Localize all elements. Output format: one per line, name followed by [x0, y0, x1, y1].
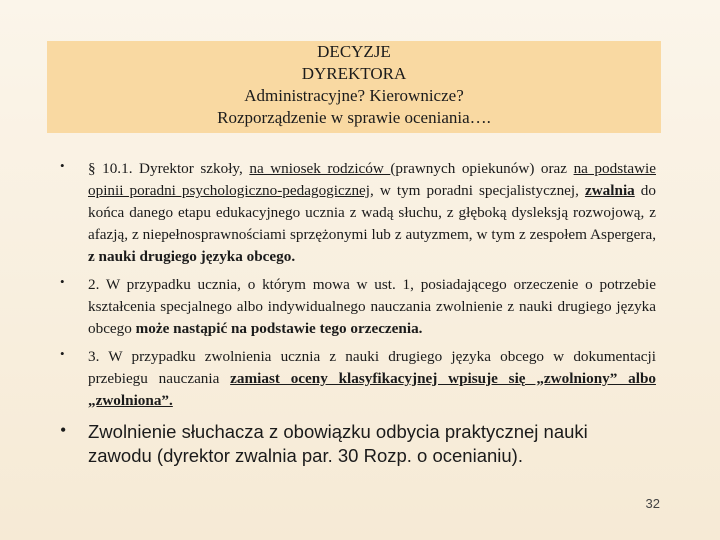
page-number: 32	[645, 496, 660, 511]
title-line-2: DYREKTORA	[301, 64, 407, 83]
title-line-1: DECYZJE	[317, 42, 391, 61]
slide-title	[47, 41, 661, 133]
slide-content	[60, 158, 656, 468]
bullet-icon: •	[60, 158, 65, 173]
title-line-4: Rozporządzenie w sprawie oceniania….	[217, 108, 491, 127]
paragraph-3: 3. W przypadku zwolnienia ucznia z nauki drugiego języka obcego w dokumentacji przebiegu nauczania zamiast oceny klasyfikacyjnej wpisuje się „zwolniony” albo „zwolniona”.	[88, 348, 656, 409]
bullet-icon: •	[60, 346, 65, 361]
paragraph-1: § 10.1. Dyrektor szkoły, na wniosek rodziców (prawnych opiekunów) oraz na podstawie opinii poradni psychologiczno-pedagogicznej, w tym poradni specjalistycznej, zwalnia do końca danego etapu edukacyjnego ucznia z wadą słuchu, z głęboką dysleksją rozwojową, z afazją, z niepełnosprawnościami sprzężonymi lub z autyzmem, w tym z zespołem Aspergera, z nauki drugiego języka obcego.	[88, 160, 656, 265]
title-line-3: Administracyjne? Kierownicze?	[244, 86, 464, 105]
bullet-icon: •	[60, 274, 65, 289]
list-item-3	[60, 346, 656, 412]
list-item-1	[60, 158, 656, 268]
list-item-2	[60, 274, 656, 340]
paragraph-4: Zwolnienie słuchacza z obowiązku odbycia praktycznej nauki zawodu (dyrektor zwalnia par. 30 Rozp. o ocenianiu).	[88, 421, 588, 466]
list-item-4	[60, 420, 656, 468]
paragraph-2: 2. W przypadku ucznia, o którym mowa w ust. 1, posiadającego orzeczenie o potrzebie kształcenia specjalnego albo indywidualnego nauczania zwolnienie z nauki drugiego języka obcego może nastąpić na podstawie tego orzeczenia.	[88, 276, 656, 337]
bullet-icon: •	[60, 420, 67, 440]
